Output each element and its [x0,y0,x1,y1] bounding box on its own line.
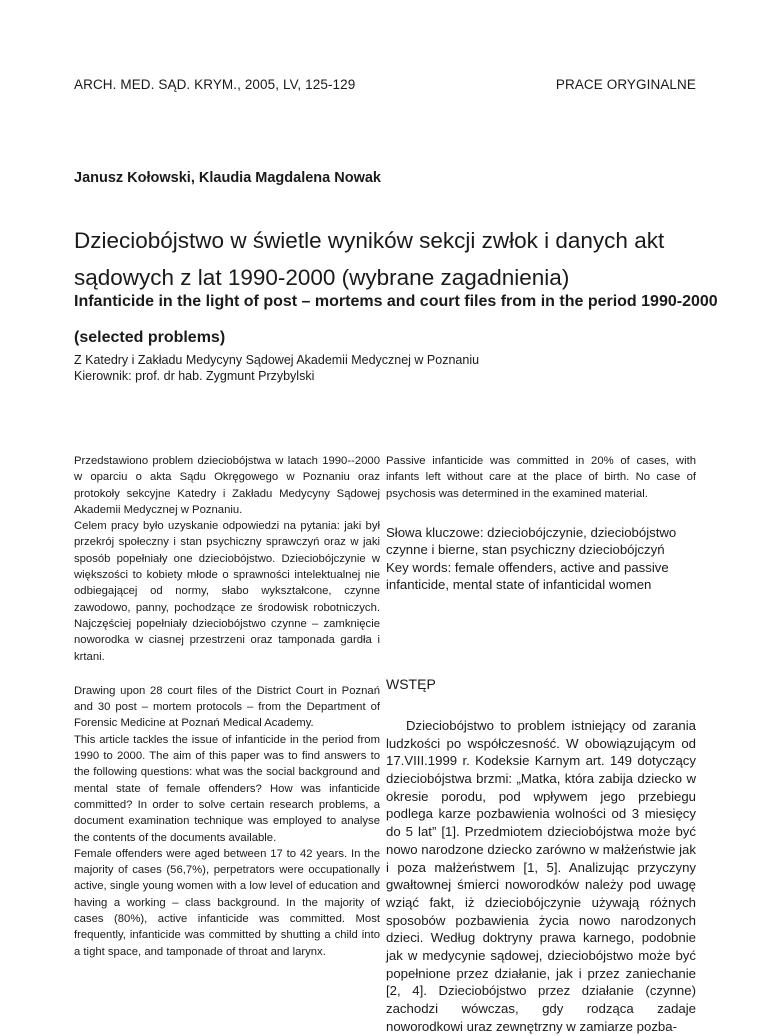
journal-citation: ARCH. MED. SĄD. KRYM., 2005, LV, 125-129 [74,77,356,92]
affiliation [74,352,714,384]
right-column [386,453,696,1036]
title-english: Infanticide in the light of post – mortems and court files from in the period 1990-2000 (selected problems) [74,293,718,346]
keywords-english: Key words: female offenders, active and passive infanticide, mental state of infanticidal women [386,559,669,593]
section-heading-intro: WSTĘP [386,675,436,692]
abstract-pl-paragraph-2: Celem pracy było uzyskanie odpowiedzi na pytania: jaki był przekrój społeczny i stan psychiczny sprawczyń oraz w jaki sposób popełniały one dzieciobójstwo. Dzieciobójczynie w większości to kobiety młode o sprawności intelektualnej nie odbiegającej od normy, słabo wykształcone, czynne zawodowo, panny, pochodzące ze środowisk robotniczych. Najczęściej popełniały dzieciobójstwo czynne – zamknięcie noworodka w ciasnej przestrzeni oraz tamponada gardła i krtani. [74,520,380,663]
affiliation-institution: Z Katedry i Zakładu Medycyny Sądowej Akademii Medycznej w Poznaniu [74,353,480,367]
abstract-polish [74,453,380,665]
title-polish: Dzieciobójstwo w świetle wyników sekcji zwłok i danych akt sądowych z lat 1990-2000 (wybrane zagadnienia) [74,228,665,290]
keywords-polish: Słowa kluczowe: dzieciobójczynie, dzieciobójstwo czynne i bierne, stan psychiczny dzieciobójczyń [386,524,677,558]
left-column [74,453,380,960]
authors: Janusz Kołowski, Klaudia Magdalena Nowak [74,170,381,186]
keywords [386,524,696,594]
affiliation-head: Kierownik: prof. dr hab. Zygmunt Przybylski [74,369,315,383]
abstract-english [74,683,380,960]
intro-paragraph: Dzieciobójstwo to problem istniejący od zarania ludzkości po współczesność. W obowiązującym od 17.VIII.1999 r. Kodeksie Karnym art. 149 dotyczący dzieciobójstwa brzmi: „Matka, która zabija dziecko w okresie porodu, pod wpływem jego przebiegu podlega karze pozbawienia wolności od 3 miesięcy do 5 lat” [1]. Przedmiotem dzieciobójstwa może być nowo narodzone dziecko zarówno w małżeństwie jak i poza małżeństwem [1, 5]. Analizując przyczyny gwałtownej śmierci noworodków należy pod uwagę wziąć fakt, iż dzieciobójczynie używają różnych sposobów pozbawienia życia nowo narodzonych dzieci. Według doktryny prawa karnego, podobnie jak w medycynie sądowej, dzieciobójstwo może być popełnione przez działanie, jak i przez zaniechanie [2, 4]. Dzieciobójstwo przez działanie (czynne) zachodzi wówczas, gdy rodząca zadaje noworodkowi uraz zewnętrzny w zamiarze pozba- [386,717,696,1034]
abstract-en-paragraph-1: Drawing upon 28 court files of the District Court in Poznań and 30 post – mortem protocols – from the Department of Forensic Medicine at Poznań Medical Academy. [74,684,380,730]
section-label: PRACE ORYGINALNE [555,77,696,92]
abstract-en-paragraph-2: This article tackles the issue of infanticide in the period from 1990 to 2000. The aim of this paper was to find answers to the following questions: what was the social background and mental state of female offenders? How was infanticide committed? In order to solve certain research problems, a document examination technique was employed to analyse the contents of the documents available. [74,733,380,844]
abstract-en-paragraph-3: Female offenders were aged between 17 to 42 years. In the majority of cases (56,7%), perpetrators were occupationally active, single young women with a low level of education and having a working – class background. In the majority of cases (80%), active infanticide was committed. Most frequently, infanticide was committed by shutting a child into a tight space, and tamponade of throat and larynx. [74,847,380,958]
abstract-pl-paragraph-1: Przedstawiono problem dzieciobójstwa w latach 1990--2000 w oparciu o akta Sądu Okręgowego w Poznaniu oraz protokoły sekcyjne Katedry i Zakładu Medycyny Sądowej Akademii Medycznej w Poznaniu. [74,455,380,516]
abstract-en-paragraph-4: Passive infanticide was committed in 20% of cases, with infants left without care at the place of birth. No case of psychosis was determined in the examined material. [386,455,696,500]
